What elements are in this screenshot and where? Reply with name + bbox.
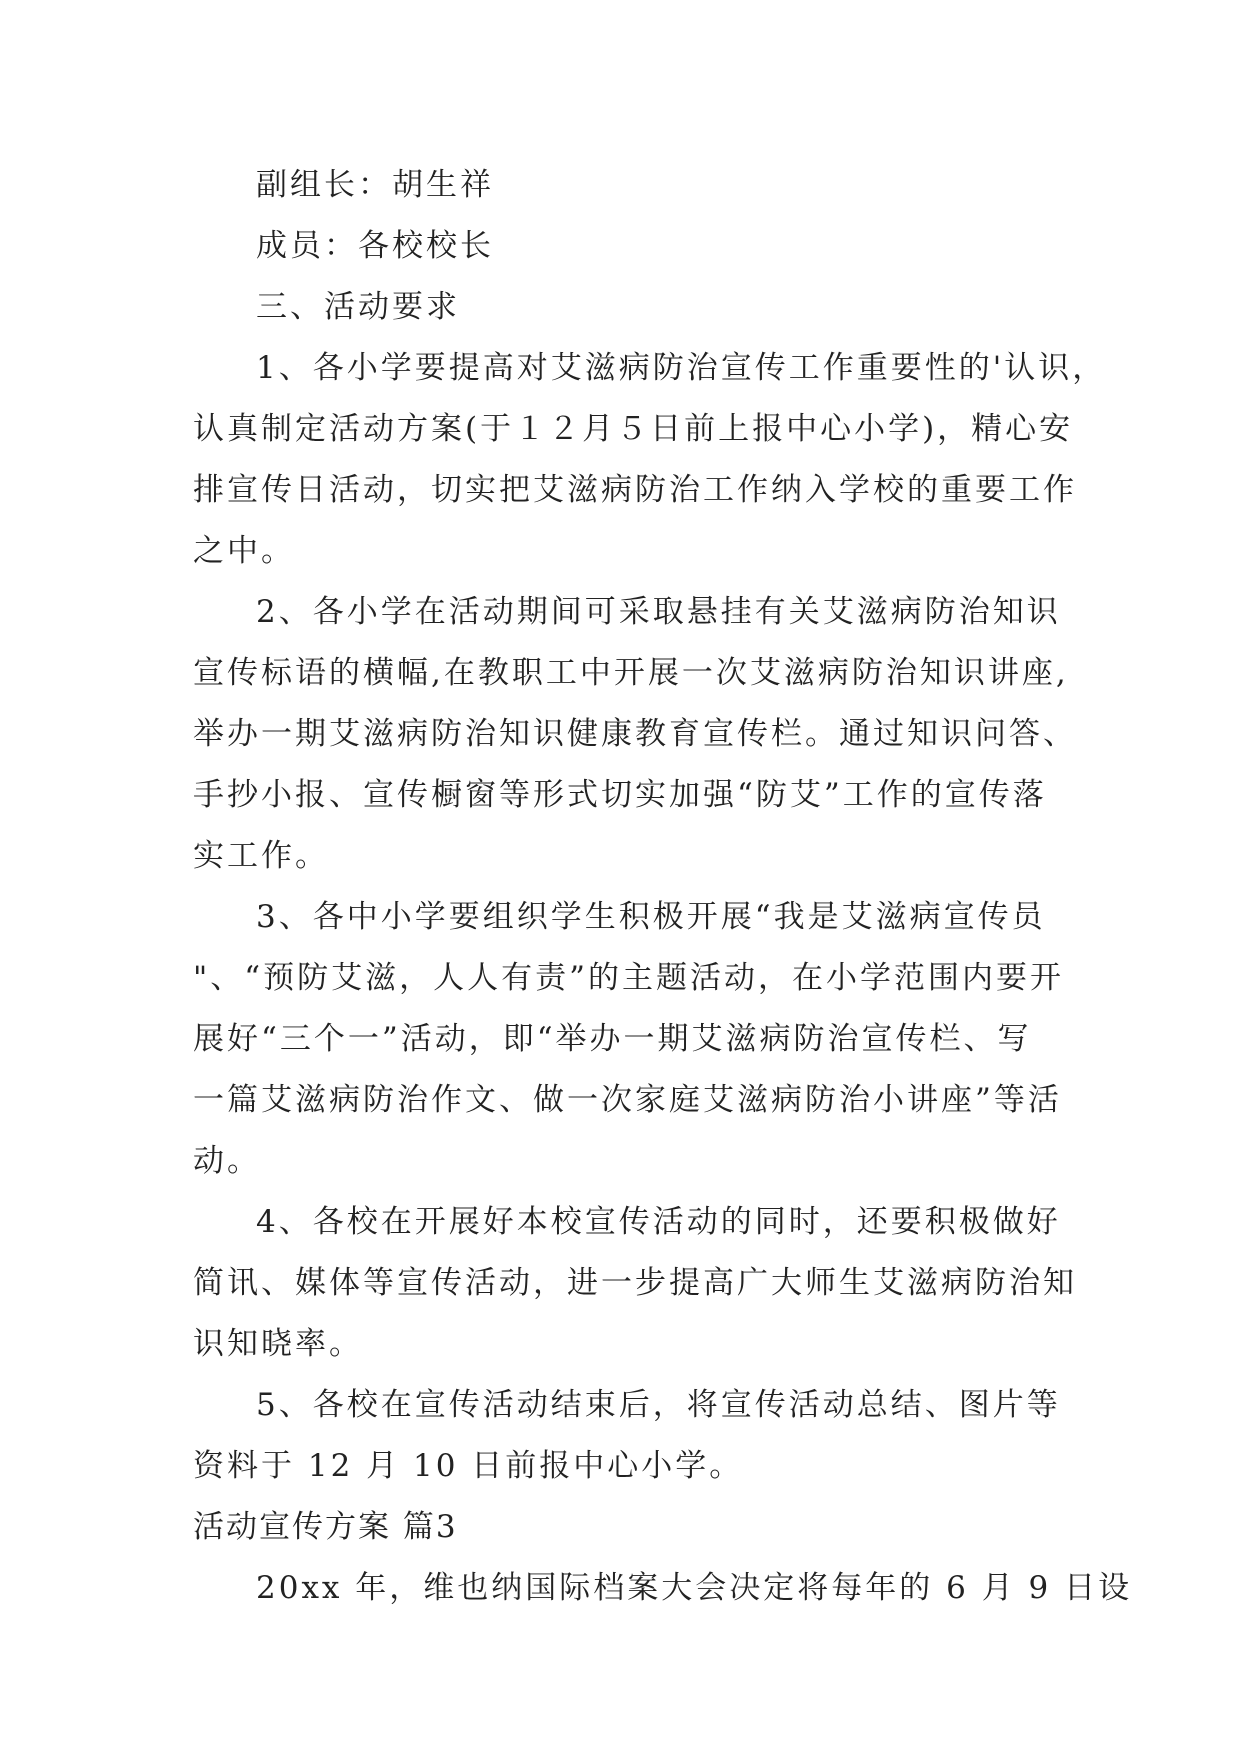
paragraph-line: 动。 — [193, 1143, 261, 1179]
paragraph-line: 举办一期艾滋病防治知识健康教育宣传栏。通过知识问答、 — [193, 716, 1077, 752]
paragraph-line: 资料于 12 月 10 日前报中心小学。 — [193, 1448, 744, 1484]
paragraph-line: 简讯、媒体等宣传活动，进一步提高广大师生艾滋病防治知 — [193, 1265, 1077, 1301]
paragraph-line: 手抄小报、宣传橱窗等形式切实加强“防艾”工作的宣传落 — [193, 777, 1047, 813]
paragraph-line: 排宣传日活动，切实把艾滋病防治工作纳入学校的重要工作 — [193, 472, 1077, 508]
paragraph-line: "、“预防艾滋，人人有责”的主题活动，在小学范围内要开 — [193, 960, 1064, 996]
paragraph-line: 5、各校在宣传活动结束后，将宣传活动总结、图片等 — [256, 1387, 1061, 1423]
members-line: 成员：各校校长 — [256, 228, 494, 264]
paragraph-line: 之中。 — [193, 533, 295, 569]
paragraph-line: 4、各校在开展好本校宣传活动的同时，还要积极做好 — [256, 1204, 1061, 1240]
paragraph-line: 1、各小学要提高对艾滋病防治宣传工作重要性的'认识， — [256, 350, 1107, 386]
paragraph-line: 实工作。 — [193, 838, 329, 874]
article-title: 活动宣传方案 篇3 — [193, 1509, 458, 1545]
paragraph-line: 展好“三个一”活动，即“举办一期艾滋病防治宣传栏、写 — [193, 1021, 1032, 1057]
deputy-leader-line: 副组长：胡生祥 — [256, 167, 494, 203]
paragraph-line: 识知晓率。 — [193, 1326, 363, 1362]
paragraph-line: 3、各中小学要组织学生积极开展“我是艾滋病宣传员 — [256, 899, 1046, 935]
paragraph-line: 宣传标语的横幅,在教职工中开展一次艾滋病防治知识讲座, — [193, 655, 1069, 691]
paragraph-line: 一篇艾滋病防治作文、做一次家庭艾滋病防治小讲座”等活 — [193, 1082, 1062, 1118]
section-heading: 三、活动要求 — [256, 289, 460, 325]
paragraph-line: 2、各小学在活动期间可采取悬挂有关艾滋病防治知识 — [256, 594, 1061, 630]
paragraph-line: 认真制定活动方案(于１２月５日前上报中心小学)，精心安 — [193, 411, 1074, 447]
document-body — [193, 155, 1133, 1619]
paragraph-line: 20xx 年，维也纳国际档案大会决定将每年的 6 月 9 日设 — [256, 1570, 1133, 1606]
